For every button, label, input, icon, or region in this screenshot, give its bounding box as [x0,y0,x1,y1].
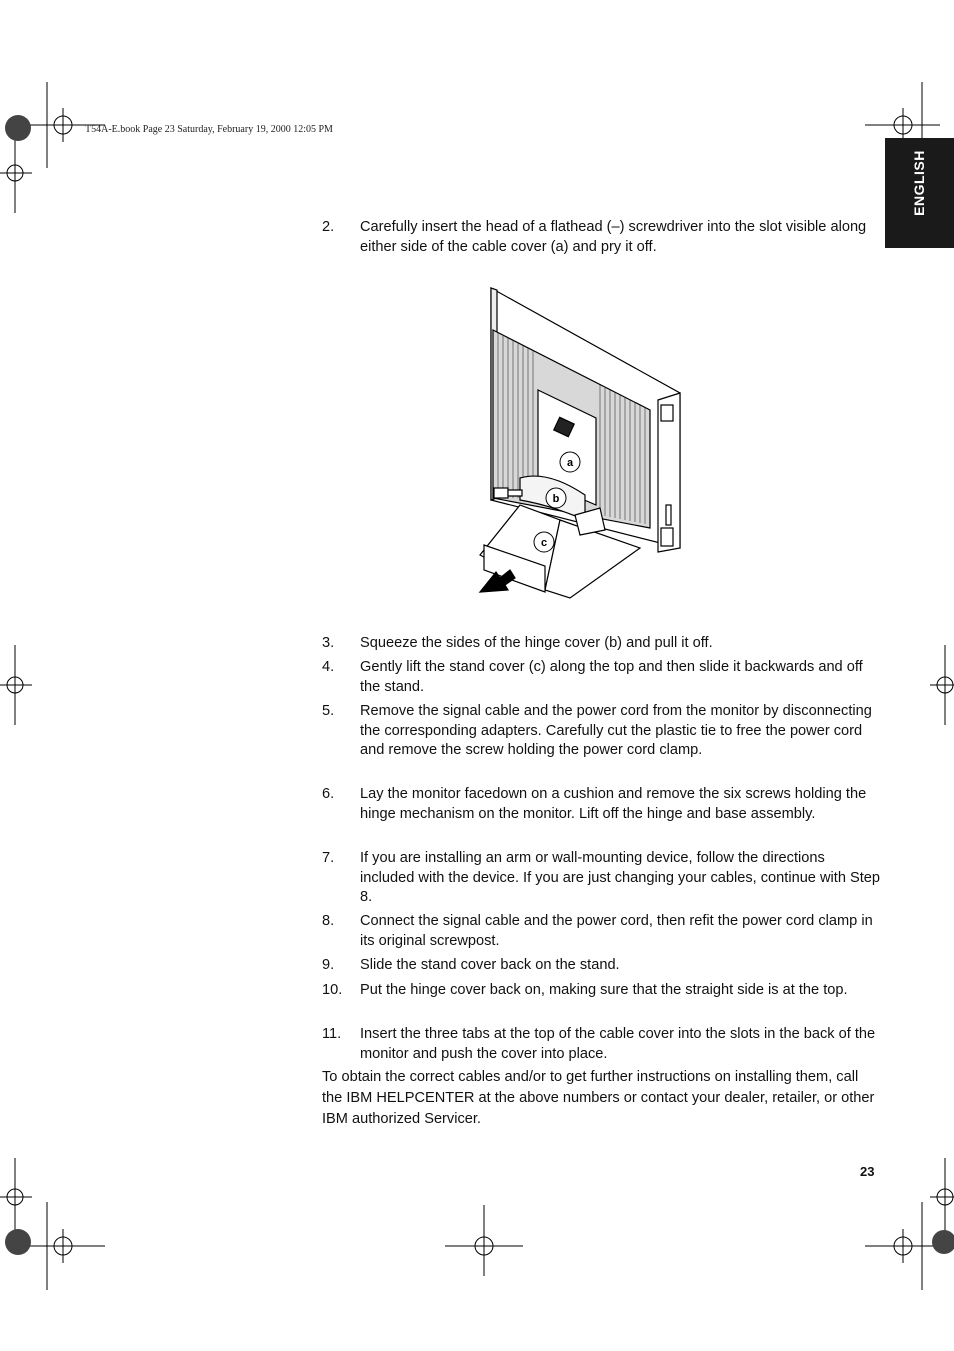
callout-b: b [552,493,560,505]
step-text: Carefully insert the head of a flathead (–) screwdriver into the slot visible along either side of the cable cover (a) and pry it off. [360,219,867,255]
callout-c: c [540,537,548,549]
callout-a: a [566,457,574,469]
step-text: Remove the signal cable and the power cord from the monitor by disconnecting the corresponding adapters. Carefully cut the plastic tie to free the power cord and remove the screw holding the power cord clamp. [360,703,872,759]
step-number: 11. [322,1026,342,1042]
step-number: 6. [322,786,335,802]
step-text: Put the hinge cover back on, making sure that the straight side is at the top. [360,982,848,998]
step-text: Insert the three tabs at the top of the cable cover into the slots in the back of the monitor and push the cover into place. [360,1026,876,1062]
step-text: Gently lift the stand cover (c) along the top and then slide it backwards and off the stand. [360,659,863,695]
step-number: 2. [322,219,335,235]
step-number: 10. [322,982,343,998]
step-text: Squeeze the sides of the hinge cover (b) and pull it off. [360,635,713,651]
step-number: 9. [322,957,335,973]
step-text: Connect the signal cable and the power cord, then refit the power cord clamp in its original screwpost. [360,913,873,949]
step-number: 3. [322,635,335,651]
step-number: 8. [322,913,335,929]
step-text: Lay the monitor facedown on a cushion and remove the six screws holding the hinge mechanism on the monitor. Lift off the hinge and base assembly. [360,786,867,822]
print-header: T54A-E.book Page 23 Saturday, February 19, 2000 12:05 PM [85,124,333,135]
step-number: 5. [322,703,335,719]
step-text: Slide the stand cover back on the stand. [360,957,620,973]
step-text: If you are installing an arm or wall-mounting device, follow the directions included with the device. If you are just changing your cables, continue with Step 8. [360,850,881,906]
step-number: 4. [322,659,335,675]
language-tab-label: ENGLISH [911,150,927,216]
step-number: 7. [322,850,335,866]
page-number: 23 [860,1164,875,1179]
closing-paragraph: To obtain the correct cables and/or to get further instructions on installing them, call the IBM HELPCENTER at the above numbers or contact your dealer, retailer, or other IBM authorized Servicer. [322,1069,875,1127]
